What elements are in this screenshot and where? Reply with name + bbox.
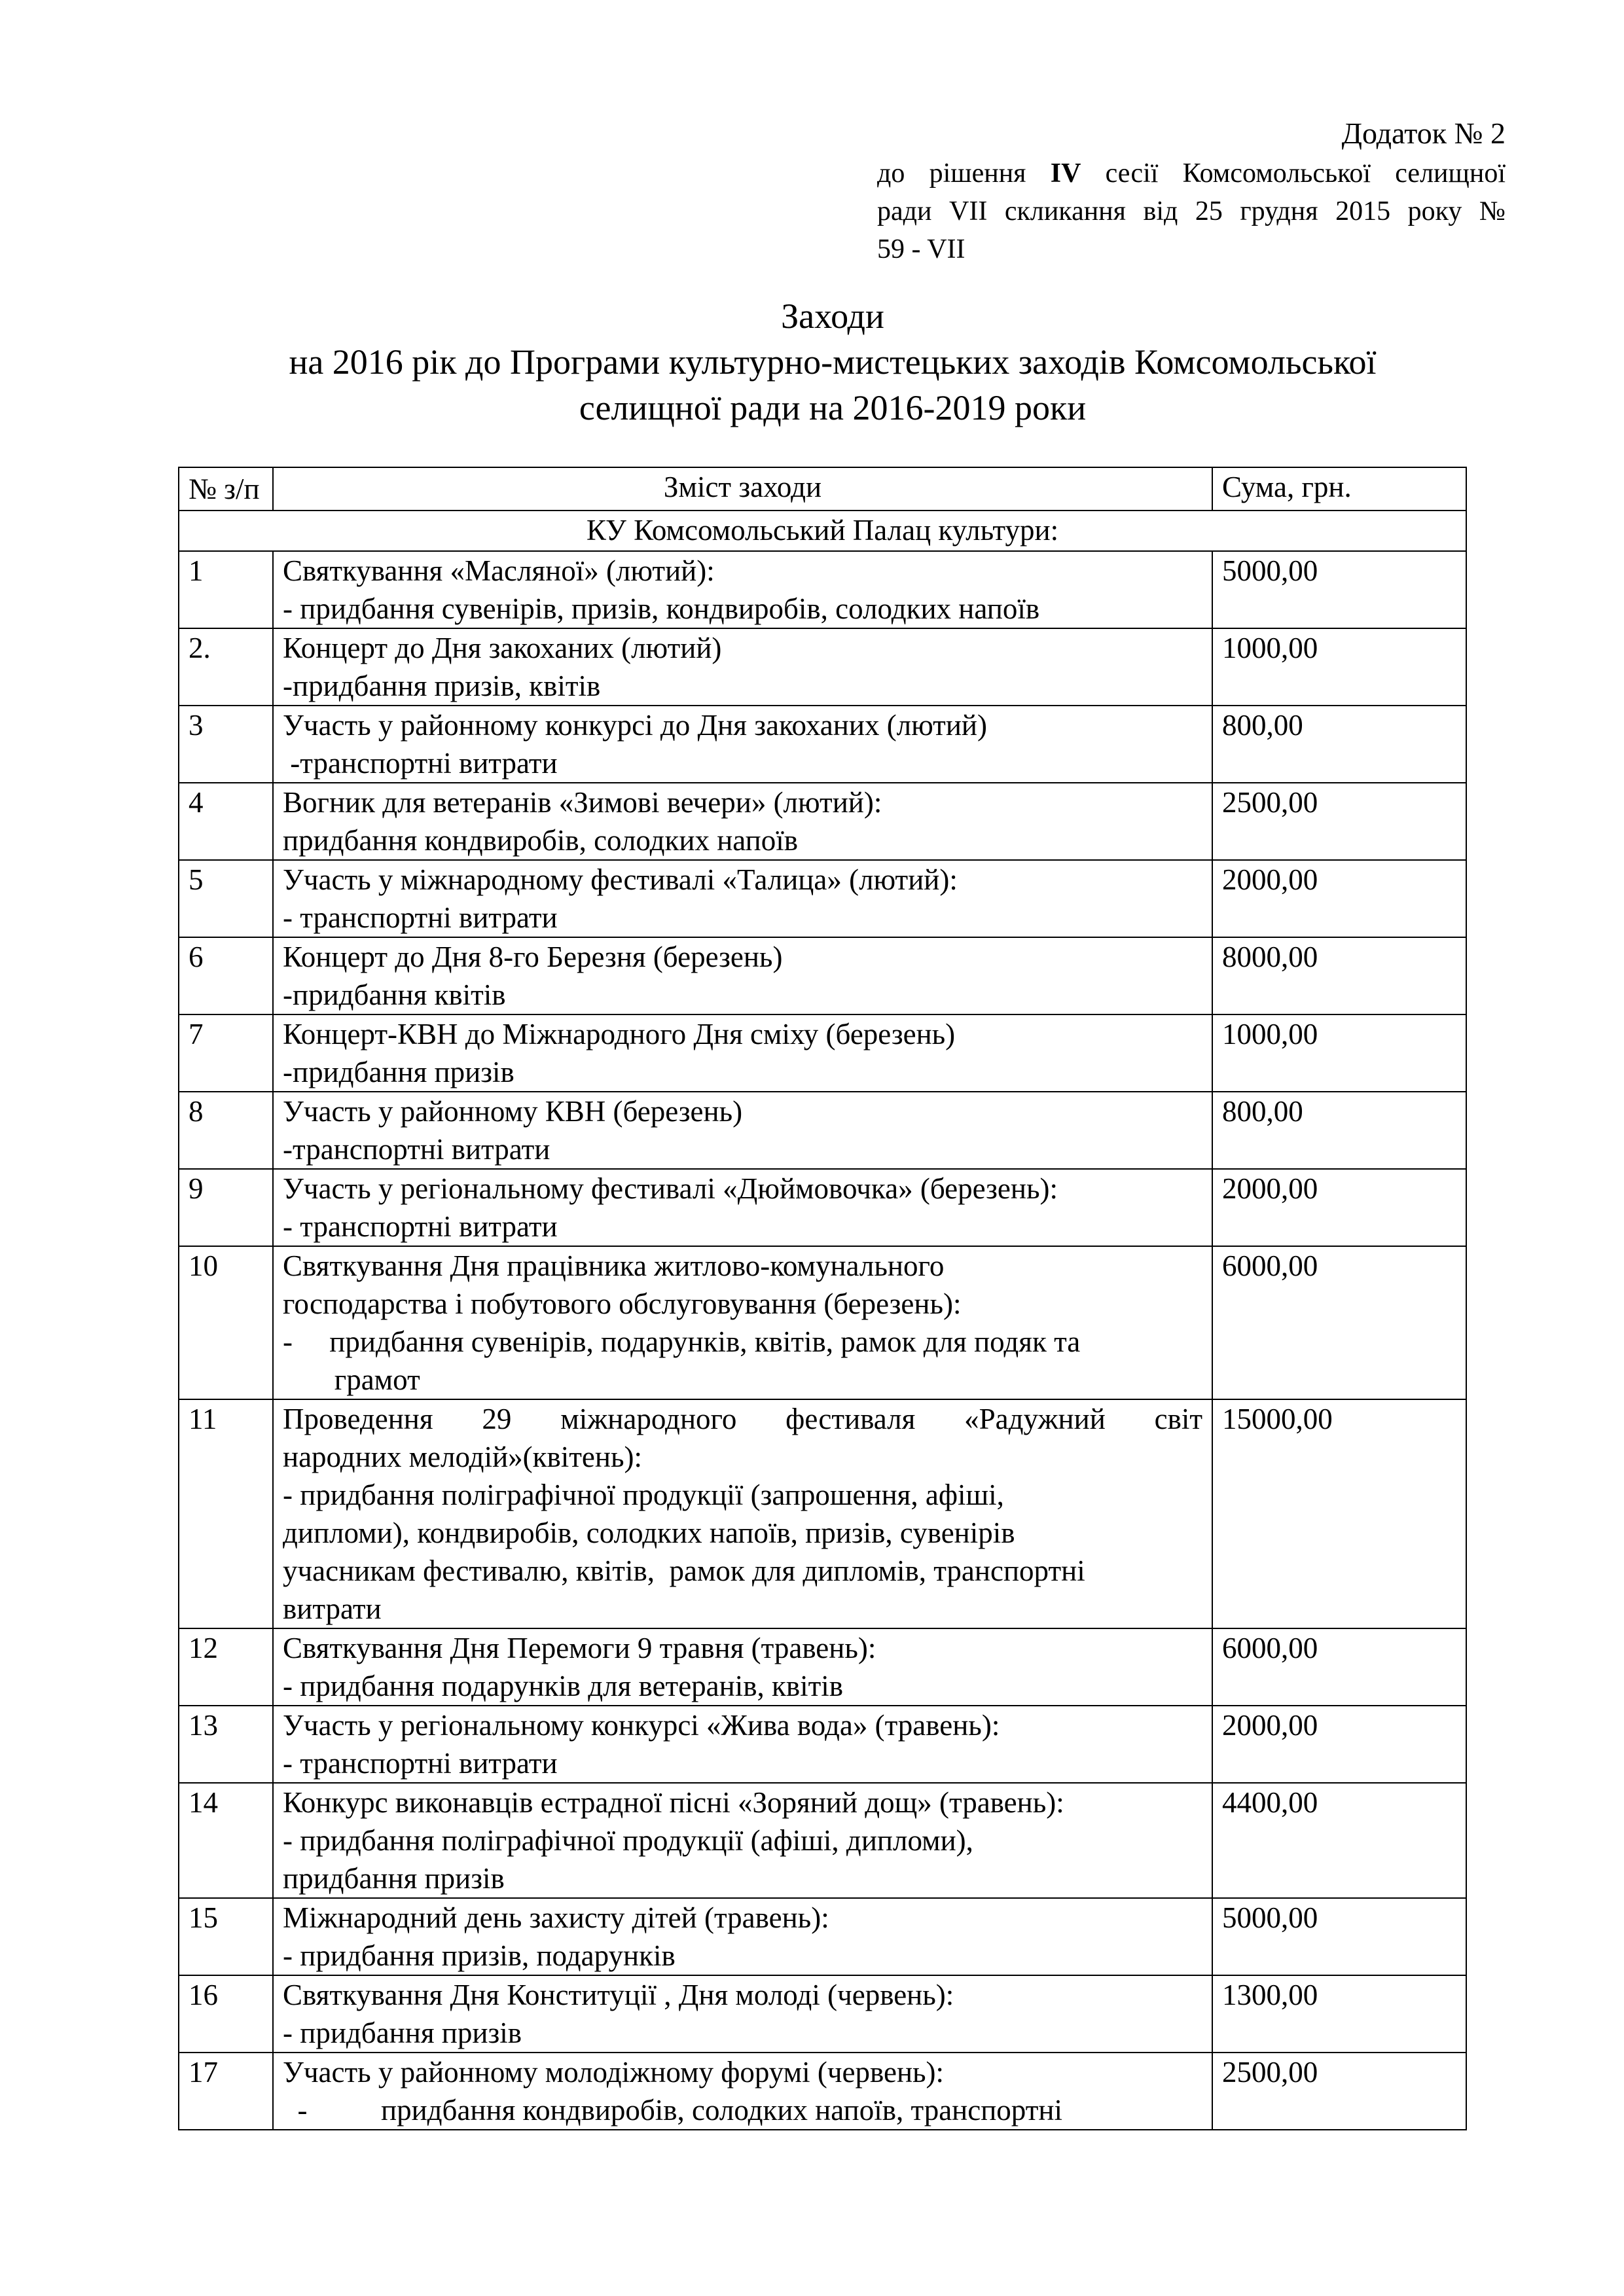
row-number: 6 <box>179 937 273 1014</box>
row-sum: 6000,00 <box>1212 1628 1466 1706</box>
annex-decision-text <box>877 154 1506 268</box>
row-number: 16 <box>179 1975 273 2053</box>
row-sum: 6000,00 <box>1212 1246 1466 1399</box>
row-sum: 800,00 <box>1212 706 1466 783</box>
row-description: Концерт-КВН до Міжнародного Дня сміху (березень) -придбання призів <box>273 1014 1212 1092</box>
row-sum: 1000,00 <box>1212 628 1466 706</box>
table-row <box>179 1898 1466 1975</box>
row-description: Вогник для ветеранів «Зимові вечери» (лютий): придбання кондвиробів, солодких напоїв <box>273 783 1212 860</box>
row-sum: 2000,00 <box>1212 1169 1466 1246</box>
annex-line-2: ради VII скликання від 25 грудня 2015 року № <box>877 196 1506 226</box>
annex-line-1 <box>877 154 1506 192</box>
table-row <box>179 2053 1466 2130</box>
table-row <box>179 1092 1466 1169</box>
row-number: 8 <box>179 1092 273 1169</box>
row-sum: 4400,00 <box>1212 1783 1466 1898</box>
row-description: Концерт до Дня 8-го Березня (березень) -придбання квітів <box>273 937 1212 1014</box>
row-number: 2. <box>179 628 273 706</box>
header-sum: Сума, грн. <box>1212 467 1466 511</box>
row-number: 14 <box>179 1783 273 1898</box>
table-row <box>179 1783 1466 1898</box>
title-line-3: селищної ради на 2016-2019 роки <box>579 388 1087 427</box>
row-number: 12 <box>179 1628 273 1706</box>
row-sum: 5000,00 <box>1212 1898 1466 1975</box>
annex-line-1-post: сесії Комсомольської селищної <box>1081 158 1506 188</box>
row-sum: 1300,00 <box>1212 1975 1466 2053</box>
title-line-1: Заходи <box>781 296 884 336</box>
row-sum: 5000,00 <box>1212 551 1466 628</box>
row-description: Конкурс виконавців естрадної пісні «Зоряний дощ» (травень): - придбання поліграфічної продукції (афіші, дипломи), придбання призів <box>273 1783 1212 1898</box>
annex-block <box>877 113 1506 268</box>
table-header-row <box>179 467 1466 511</box>
row-number: 1 <box>179 551 273 628</box>
annex-header: Додаток № 2 <box>1341 117 1506 150</box>
row-description-rest: народних мелодій»(квітень): - придбання поліграфічної продукції (запрошення, афіші, дипломи), кондвиробів, солодких напоїв, призів, сувенірів учасникам фестивалю, квітів, рамок для дипломів, транспортні витрати <box>283 1441 1085 1625</box>
row-description: Міжнародний день захисту дітей (травень): - придбання призів, подарунків <box>273 1898 1212 1975</box>
row-number: 17 <box>179 2053 273 2130</box>
row-sum: 2000,00 <box>1212 1706 1466 1783</box>
header-number: № з/п <box>179 467 273 511</box>
table-row <box>179 1169 1466 1246</box>
row-description: Святкування Дня Перемоги 9 травня (травень): - придбання подарунків для ветеранів, квітів <box>273 1628 1212 1706</box>
row-sum: 8000,00 <box>1212 937 1466 1014</box>
row-sum: 2500,00 <box>1212 2053 1466 2130</box>
table-row <box>179 706 1466 783</box>
table-row <box>179 783 1466 860</box>
row-sum: 2500,00 <box>1212 783 1466 860</box>
annex-session-number: IV <box>1050 158 1081 188</box>
row-number: 4 <box>179 783 273 860</box>
table-row <box>179 1706 1466 1783</box>
row-description: Концерт до Дня закоханих (лютий) -придбання призів, квітів <box>273 628 1212 706</box>
events-table <box>178 467 1467 2130</box>
table-row <box>179 860 1466 937</box>
table-row <box>179 1975 1466 2053</box>
row-description <box>273 1399 1212 1628</box>
row-number: 5 <box>179 860 273 937</box>
header-description: Зміст заходи <box>273 467 1212 511</box>
table-row <box>179 1014 1466 1092</box>
row-description: Участь у районному конкурсі до Дня закоханих (лютий) -транспортні витрати <box>273 706 1212 783</box>
table-row <box>179 1628 1466 1706</box>
row-description: Участь у районному КВН (березень) -транспортні витрати <box>273 1092 1212 1169</box>
table-row <box>179 551 1466 628</box>
row-description: Святкування «Масляної» (лютий): - придбання сувенірів, призів, кондвиробів, солодких напоїв <box>273 551 1212 628</box>
row-sum: 2000,00 <box>1212 860 1466 937</box>
annex-line-3: 59 - VII <box>877 234 965 264</box>
document-title <box>178 293 1487 431</box>
section-row <box>179 511 1466 551</box>
table-row <box>179 937 1466 1014</box>
row-description: Участь у районному молодіжному форумі (червень): - придбання кондвиробів, солодких напоїв, транспортні <box>273 2053 1212 2130</box>
table-row <box>179 1246 1466 1399</box>
row-sum: 1000,00 <box>1212 1014 1466 1092</box>
row-description: Святкування Дня працівника житлово-комунального господарства і побутового обслуговування (березень): - придбання сувенірів, подарунків, квітів, рамок для подяк та грамот <box>273 1246 1212 1399</box>
annex-line-1-pre: до рішення <box>877 158 1051 188</box>
row-description: Участь у міжнародному фестивалі «Талица» (лютий): - транспортні витрати <box>273 860 1212 937</box>
row-number: 7 <box>179 1014 273 1092</box>
table-row <box>179 1399 1466 1628</box>
row-number: 3 <box>179 706 273 783</box>
section-title: КУ Комсомольський Палац культури: <box>179 511 1466 551</box>
row-number: 15 <box>179 1898 273 1975</box>
table-row <box>179 628 1466 706</box>
row-description-first-line: Проведення 29 міжнародного фестиваля «Радужний світ <box>283 1403 1202 1435</box>
row-number: 10 <box>179 1246 273 1399</box>
row-number: 11 <box>179 1399 273 1628</box>
row-description: Святкування Дня Конституції , Дня молоді (червень): - придбання призів <box>273 1975 1212 2053</box>
row-description: Участь у регіональному фестивалі «Дюймовочка» (березень): - транспортні витрати <box>273 1169 1212 1246</box>
row-description: Участь у регіональному конкурсі «Жива вода» (травень): - транспортні витрати <box>273 1706 1212 1783</box>
row-sum: 15000,00 <box>1212 1399 1466 1628</box>
row-number: 9 <box>179 1169 273 1246</box>
table-body <box>179 511 1466 2130</box>
title-line-2: на 2016 рік до Програми культурно-мистецьких заходів Комсомольської <box>289 342 1377 382</box>
row-number: 13 <box>179 1706 273 1783</box>
row-sum: 800,00 <box>1212 1092 1466 1169</box>
